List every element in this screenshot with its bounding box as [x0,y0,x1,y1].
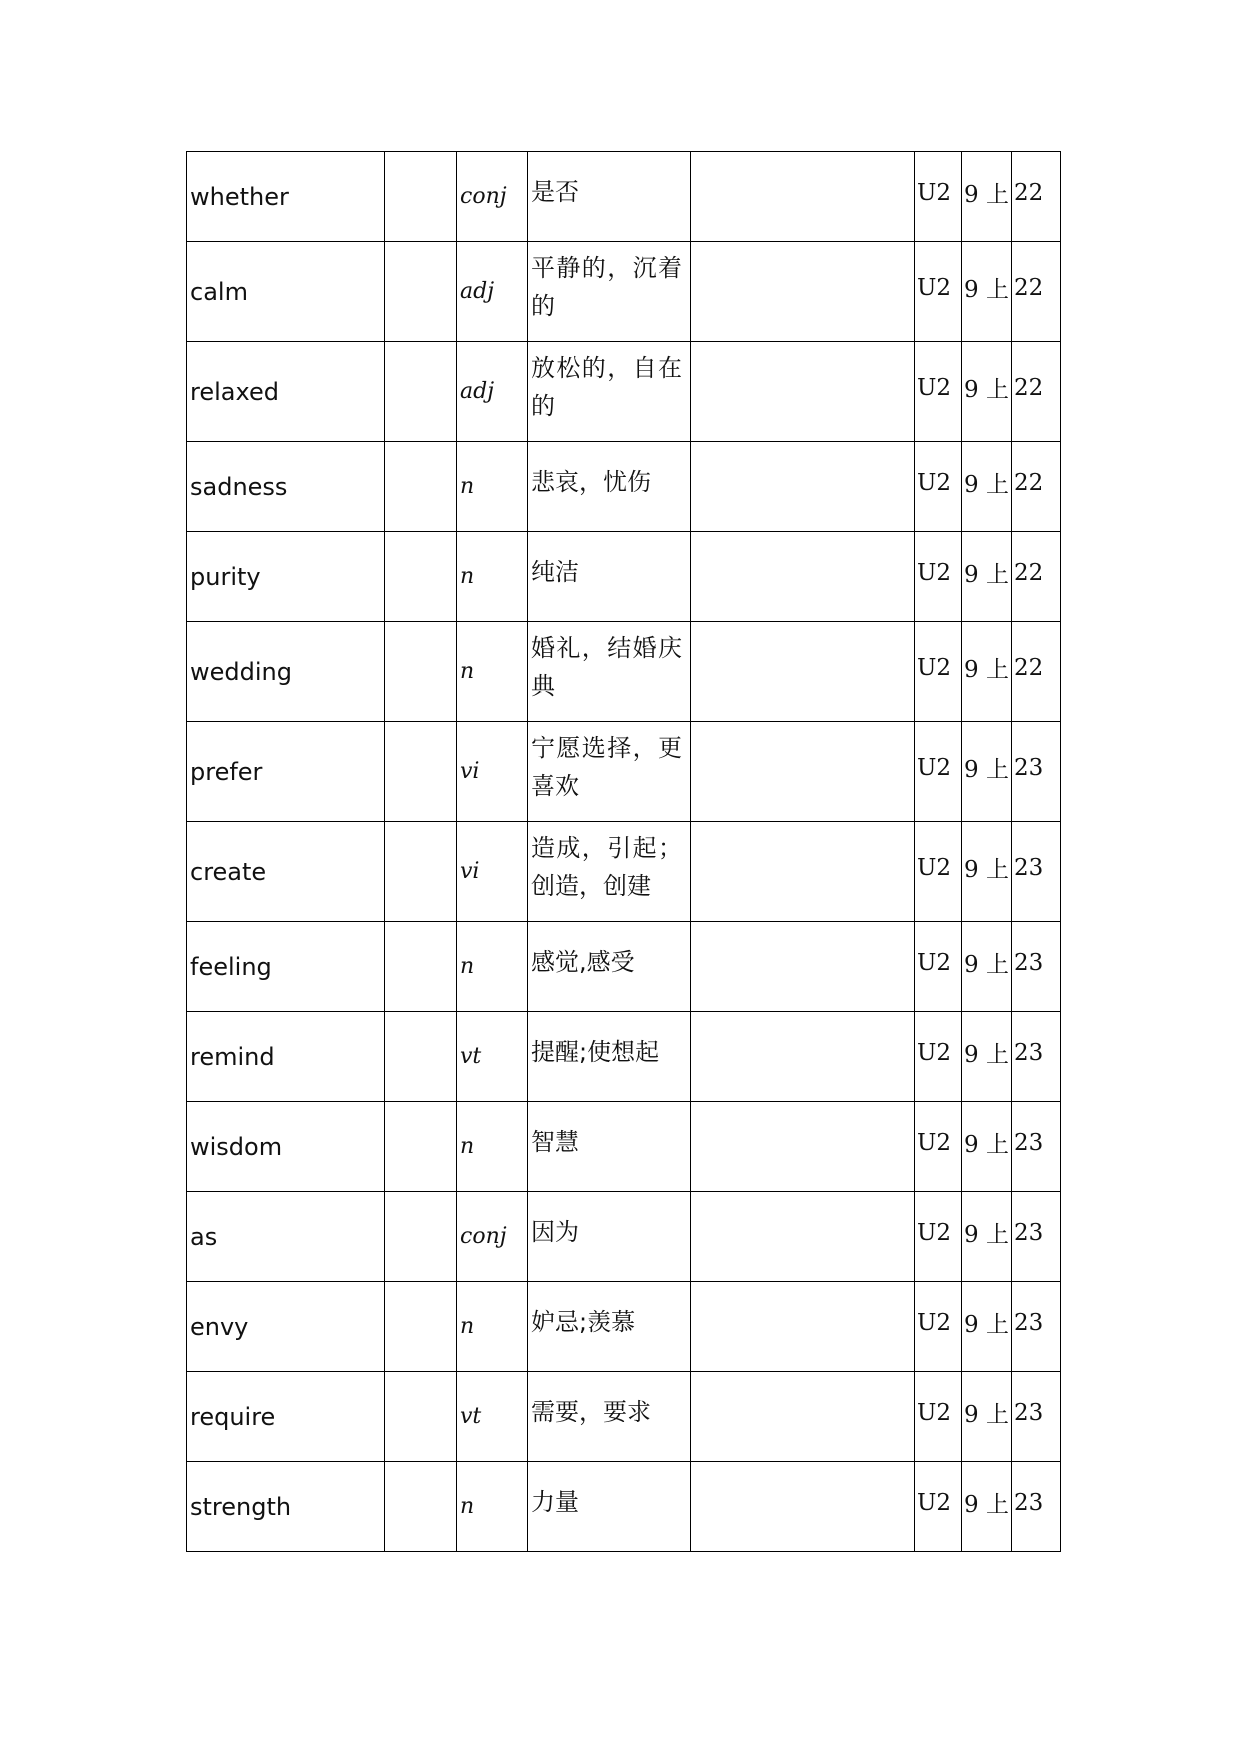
part-of-speech-cell: n [457,1462,528,1552]
meaning-text: 感觉,感受 [531,947,635,976]
meaning-cell [528,822,691,922]
grade-cell [962,722,1012,822]
grade-cell [962,532,1012,622]
meaning-text: 宁愿选择，更喜欢 [531,733,682,800]
meaning-text: 放松的，自在的 [531,353,682,420]
page-number-text: 22 [1014,274,1044,301]
unit-cell [915,722,962,822]
meaning-cell [528,1192,691,1282]
phonetic-cell [385,622,457,722]
part-of-speech-cell: adj [457,242,528,342]
grade-cell [962,1192,1012,1282]
word-cell: remind [187,1012,385,1102]
phonetic-cell [385,1102,457,1192]
phonetic-cell [385,1012,457,1102]
phonetic-cell [385,152,457,242]
page-number-text: 22 [1014,179,1044,206]
meaning-text: 造成，引起；创造，创建 [531,833,682,900]
meaning-cell [528,622,691,722]
unit-text: U2 [917,1129,952,1156]
table-row [187,152,1061,242]
part-of-speech-cell: n [457,922,528,1012]
page-number-cell [1012,532,1061,622]
unit-cell [915,342,962,442]
vocabulary-table [186,151,1061,1552]
page-number-text: 23 [1014,1219,1044,1246]
grade-cell [962,1102,1012,1192]
table-row [187,242,1061,342]
grade-text: 9 上 [964,377,1009,403]
grade-text: 9 上 [964,1312,1009,1338]
table-row [187,622,1061,722]
example-cell [691,242,915,342]
phonetic-cell [385,722,457,822]
grade-text: 9 上 [964,1402,1009,1428]
example-cell [691,1372,915,1462]
unit-text: U2 [917,1309,952,1336]
unit-cell [915,152,962,242]
example-cell [691,822,915,922]
part-of-speech-cell: conj [457,152,528,242]
grade-cell [962,622,1012,722]
part-of-speech-cell: vi [457,722,528,822]
meaning-text: 力量 [531,1487,579,1516]
page-number-text: 23 [1014,754,1044,781]
example-cell [691,622,915,722]
table-row [187,1462,1061,1552]
part-of-speech-cell: vt [457,1012,528,1102]
page-number-text: 23 [1014,1129,1044,1156]
grade-text: 9 上 [964,562,1009,588]
phonetic-cell [385,1462,457,1552]
meaning-text: 需要，要求 [531,1397,651,1426]
grade-cell [962,152,1012,242]
example-cell [691,922,915,1012]
unit-cell [915,1462,962,1552]
unit-cell [915,532,962,622]
grade-cell [962,1462,1012,1552]
word-cell: whether [187,152,385,242]
grade-cell [962,342,1012,442]
meaning-cell [528,1462,691,1552]
example-cell [691,1282,915,1372]
table-row [187,1012,1061,1102]
phonetic-cell [385,442,457,532]
part-of-speech-cell: conj [457,1192,528,1282]
page-number-cell [1012,442,1061,532]
page-number-cell [1012,1372,1061,1462]
phonetic-cell [385,1192,457,1282]
unit-cell [915,1012,962,1102]
unit-text: U2 [917,754,952,781]
meaning-cell [528,922,691,1012]
table-row [187,342,1061,442]
example-cell [691,1192,915,1282]
unit-text: U2 [917,1039,952,1066]
phonetic-cell [385,342,457,442]
grade-text: 9 上 [964,757,1009,783]
part-of-speech-cell: adj [457,342,528,442]
grade-text: 9 上 [964,952,1009,978]
unit-text: U2 [917,274,952,301]
table-row [187,1372,1061,1462]
table-row [187,532,1061,622]
meaning-cell [528,152,691,242]
page-number-cell [1012,722,1061,822]
unit-cell [915,1372,962,1462]
unit-text: U2 [917,1219,952,1246]
example-cell [691,442,915,532]
page-number-cell [1012,1192,1061,1282]
grade-text: 9 上 [964,1132,1009,1158]
grade-cell [962,242,1012,342]
word-cell: wisdom [187,1102,385,1192]
table-row [187,1282,1061,1372]
grade-text: 9 上 [964,1042,1009,1068]
phonetic-cell [385,532,457,622]
vocabulary-table-body [187,152,1061,1552]
part-of-speech-cell: vi [457,822,528,922]
page-number-cell [1012,822,1061,922]
page-number-cell [1012,922,1061,1012]
word-cell: require [187,1372,385,1462]
grade-text: 9 上 [964,1222,1009,1248]
unit-cell [915,622,962,722]
page-number-text: 23 [1014,1309,1044,1336]
unit-text: U2 [917,1399,952,1426]
part-of-speech-cell: n [457,442,528,532]
page-number-text: 22 [1014,654,1044,681]
meaning-cell [528,1372,691,1462]
word-cell: envy [187,1282,385,1372]
grade-cell [962,922,1012,1012]
phonetic-cell [385,1282,457,1372]
unit-text: U2 [917,374,952,401]
example-cell [691,722,915,822]
part-of-speech-cell: vt [457,1372,528,1462]
meaning-cell [528,722,691,822]
grade-text: 9 上 [964,1492,1009,1518]
example-cell [691,152,915,242]
table-row [187,922,1061,1012]
example-cell [691,1462,915,1552]
meaning-text: 纯洁 [531,557,579,586]
grade-text: 9 上 [964,277,1009,303]
table-row [187,822,1061,922]
meaning-text: 提醒;使想起 [531,1037,660,1066]
unit-cell [915,442,962,532]
phonetic-cell [385,822,457,922]
unit-text: U2 [917,854,952,881]
meaning-text: 平静的，沉着的 [531,253,682,320]
page-number-text: 22 [1014,559,1044,586]
unit-text: U2 [917,654,952,681]
page-number-text: 22 [1014,374,1044,401]
page-number-cell [1012,242,1061,342]
word-cell: feeling [187,922,385,1012]
grade-cell [962,1282,1012,1372]
phonetic-cell [385,242,457,342]
unit-cell [915,1282,962,1372]
unit-text: U2 [917,469,952,496]
part-of-speech-cell: n [457,622,528,722]
unit-text: U2 [917,559,952,586]
meaning-text: 婚礼，结婚庆典 [531,633,682,700]
part-of-speech-cell: n [457,532,528,622]
unit-text: U2 [917,1489,952,1516]
page-number-text: 23 [1014,1039,1044,1066]
page-number-cell [1012,342,1061,442]
example-cell [691,1012,915,1102]
word-cell: prefer [187,722,385,822]
grade-text: 9 上 [964,657,1009,683]
word-cell: sadness [187,442,385,532]
unit-text: U2 [917,179,952,206]
grade-cell [962,442,1012,532]
phonetic-cell [385,922,457,1012]
part-of-speech-cell: n [457,1102,528,1192]
grade-cell [962,1012,1012,1102]
unit-cell [915,1102,962,1192]
grade-cell [962,1372,1012,1462]
example-cell [691,1102,915,1192]
meaning-text: 因为 [531,1217,579,1246]
meaning-cell [528,442,691,532]
grade-text: 9 上 [964,472,1009,498]
table-row [187,1102,1061,1192]
grade-text: 9 上 [964,857,1009,883]
meaning-cell [528,1282,691,1372]
page-number-text: 23 [1014,949,1044,976]
page-number-text: 23 [1014,1489,1044,1516]
meaning-text: 悲哀，忧伤 [531,467,651,496]
word-cell: wedding [187,622,385,722]
unit-cell [915,242,962,342]
word-cell: create [187,822,385,922]
unit-cell [915,822,962,922]
word-cell: strength [187,1462,385,1552]
grade-cell [962,822,1012,922]
unit-cell [915,1192,962,1282]
unit-cell [915,922,962,1012]
unit-text: U2 [917,949,952,976]
word-cell: purity [187,532,385,622]
table-row [187,442,1061,532]
page-number-text: 23 [1014,854,1044,881]
word-cell: as [187,1192,385,1282]
meaning-cell [528,532,691,622]
part-of-speech-cell: n [457,1282,528,1372]
page-number-cell [1012,152,1061,242]
page-number-cell [1012,622,1061,722]
example-cell [691,532,915,622]
page-number-cell [1012,1462,1061,1552]
meaning-cell [528,342,691,442]
page-number-text: 23 [1014,1399,1044,1426]
meaning-cell [528,242,691,342]
meaning-text: 智慧 [531,1127,579,1156]
page-number-cell [1012,1012,1061,1102]
meaning-cell [528,1102,691,1192]
table-row [187,722,1061,822]
grade-text: 9 上 [964,182,1009,208]
page-number-text: 22 [1014,469,1044,496]
page-number-cell [1012,1102,1061,1192]
word-cell: calm [187,242,385,342]
example-cell [691,342,915,442]
table-row [187,1192,1061,1282]
meaning-text: 是否 [531,177,579,206]
meaning-cell [528,1012,691,1102]
word-cell: relaxed [187,342,385,442]
phonetic-cell [385,1372,457,1462]
page-number-cell [1012,1282,1061,1372]
meaning-text: 妒忌;羡慕 [531,1307,636,1336]
